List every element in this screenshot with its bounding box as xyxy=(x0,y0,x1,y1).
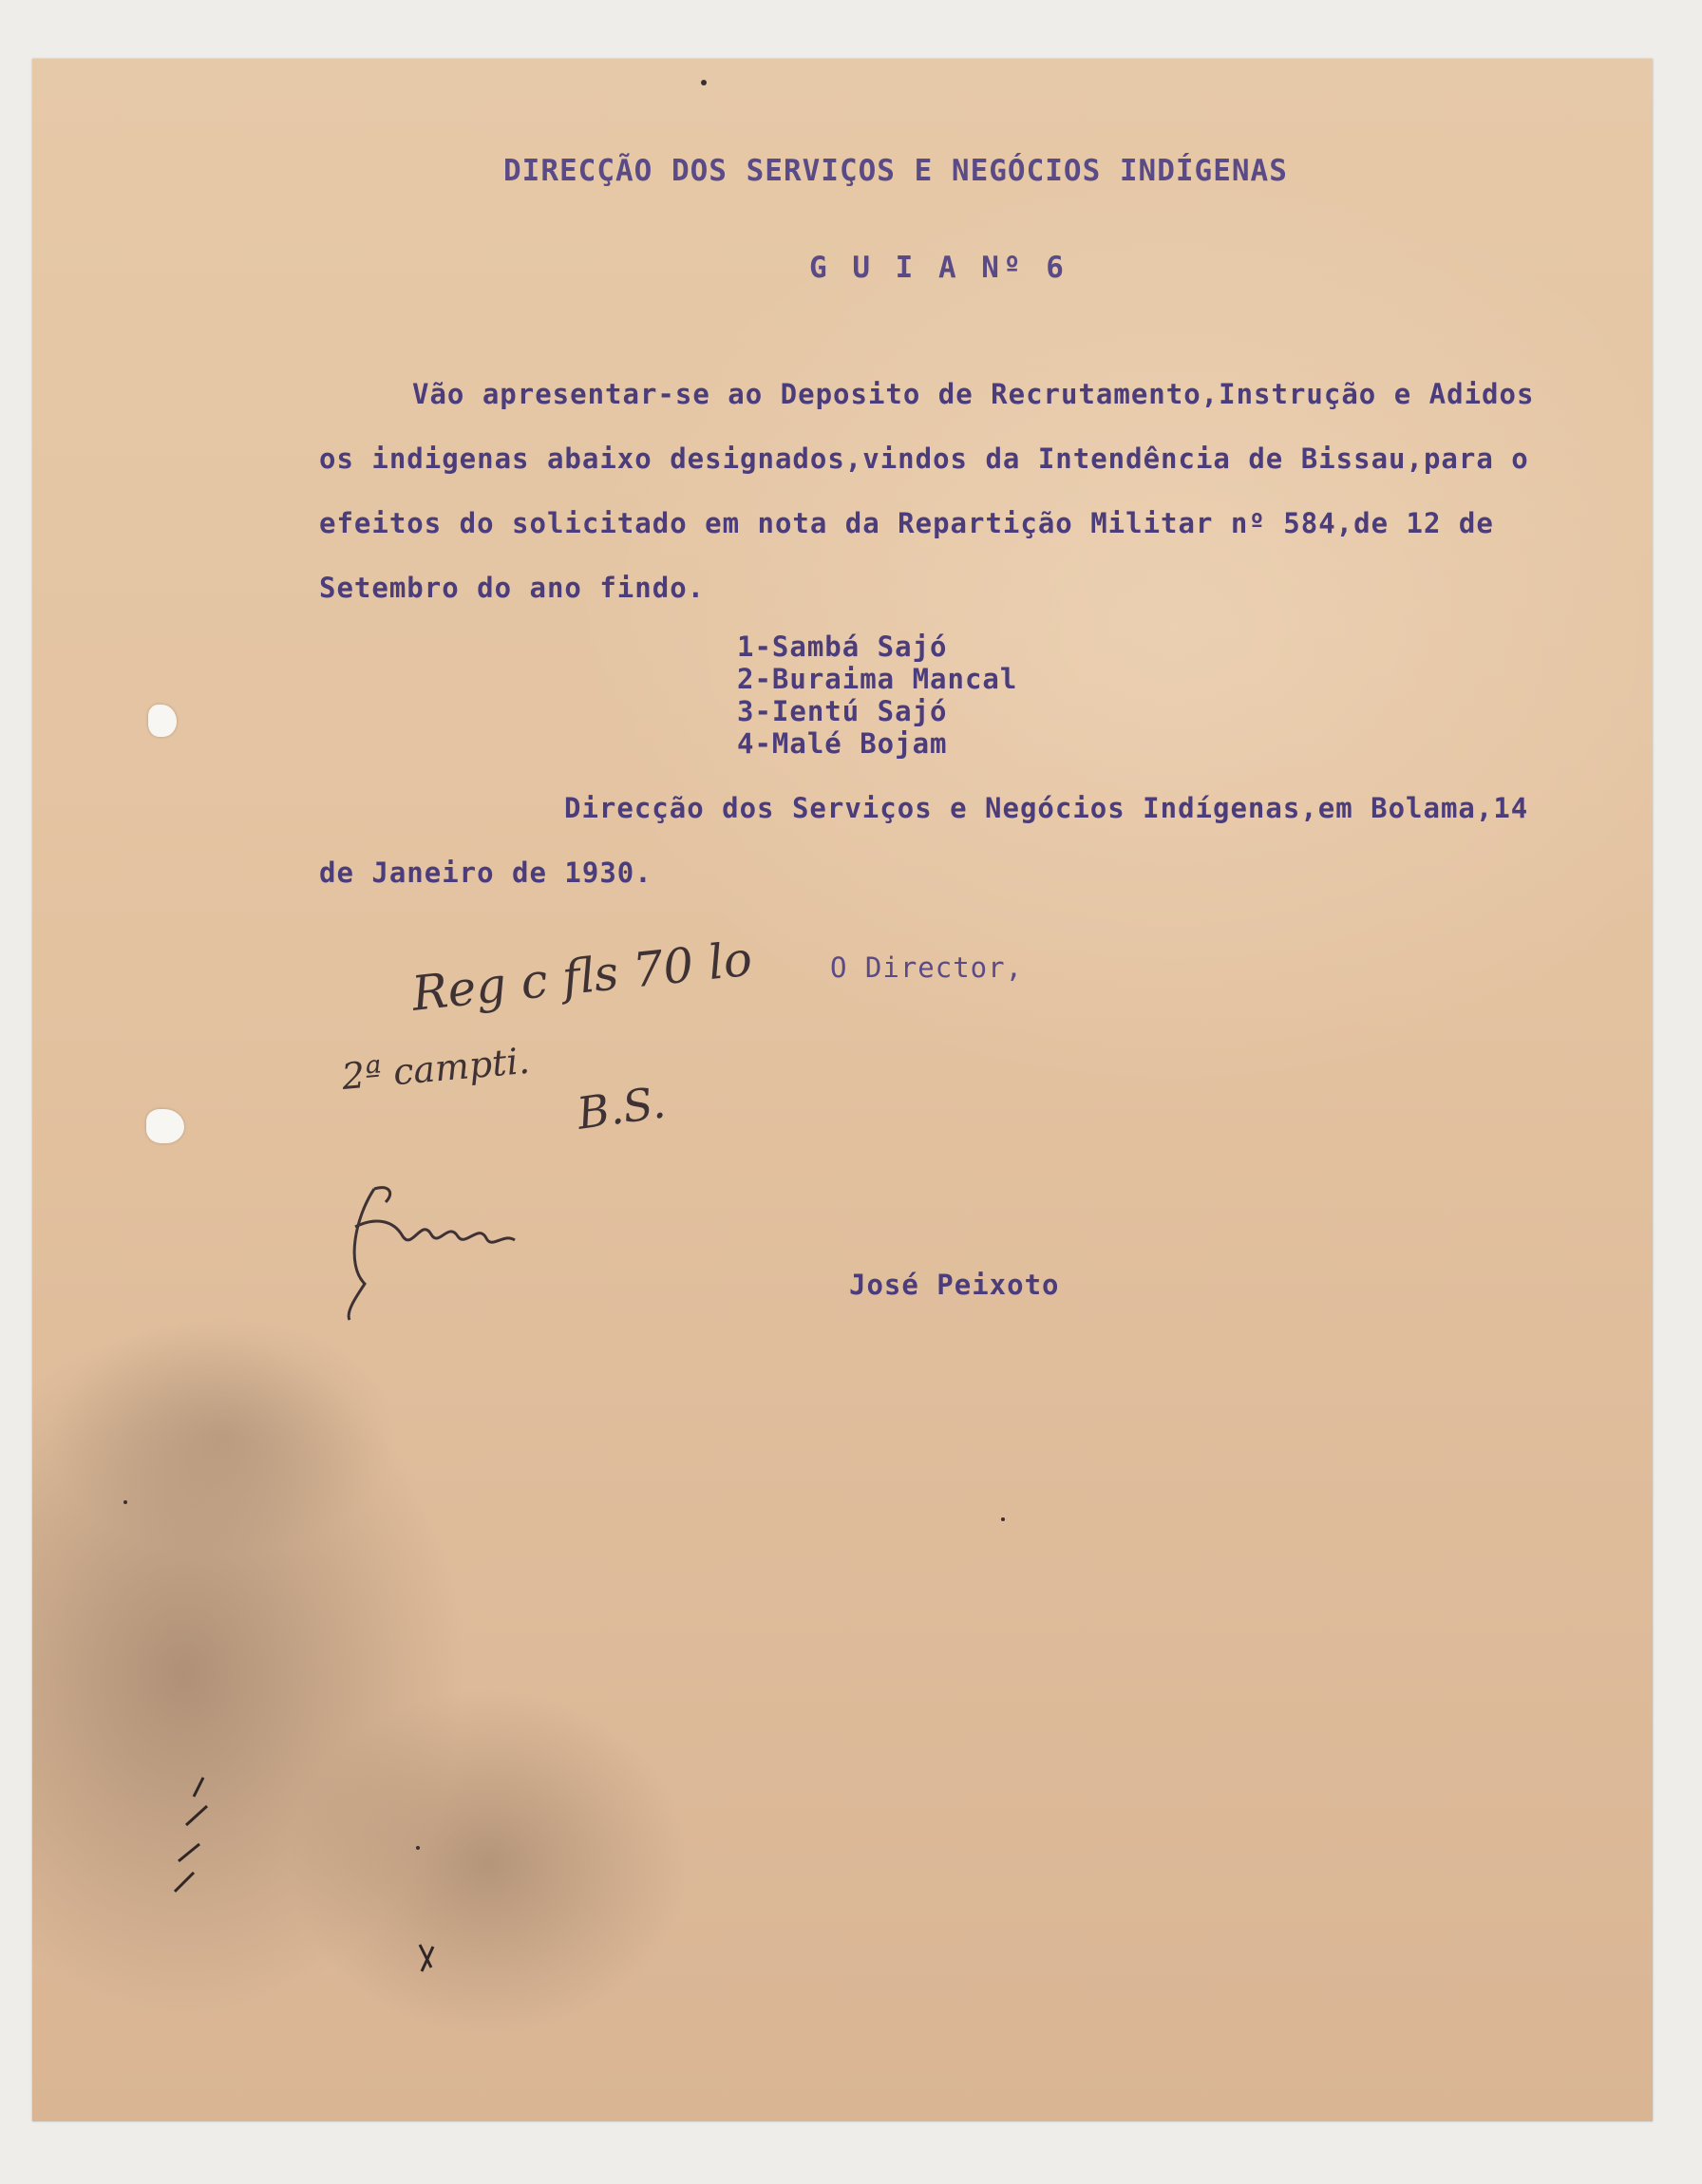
paper-speck xyxy=(416,1846,420,1850)
paper-sheet xyxy=(32,59,1653,2121)
list-item: 4-Malé Bojam xyxy=(737,727,948,760)
punch-hole-bottom xyxy=(146,1109,184,1143)
signoff: O Director, xyxy=(830,951,1024,984)
list-item: 1-Sambá Sajó xyxy=(737,631,948,663)
signatory-name: José Peixoto xyxy=(849,1269,1060,1301)
handwritten-company-note: 2ª campti. xyxy=(340,1039,532,1098)
body-line: os indigenas abaixo designados,vindos da Intendência de Bissau,para o xyxy=(319,442,1529,475)
margin-tick-mark xyxy=(412,1939,441,1977)
handwritten-register-note: Reg c fls 70 lo xyxy=(408,931,755,1022)
closing-line: Direcção dos Serviços e Negócios Indígenas,em Bolama,14 xyxy=(564,792,1529,824)
handwritten-signature-scribble xyxy=(336,1160,545,1322)
paper-speck xyxy=(701,80,707,85)
guide-title: G U I A Nº 6 xyxy=(809,251,1068,285)
closing-line: de Janeiro de 1930. xyxy=(319,857,652,889)
document-heading: DIRECÇÃO DOS SERVIÇOS E NEGÓCIOS INDÍGENAS xyxy=(503,154,1288,188)
body-line: Vão apresentar-se ao Deposito de Recrutamento,Instrução e Adidos xyxy=(412,378,1535,410)
punch-hole-top xyxy=(148,705,177,737)
paper-speck xyxy=(1001,1517,1005,1521)
margin-tear-mark xyxy=(165,1768,222,1920)
body-line: Setembro do ano findo. xyxy=(319,572,706,604)
paper-speck xyxy=(123,1500,127,1504)
body-line: efeitos do solicitado em nota da Repartição Militar nº 584,de 12 de xyxy=(319,507,1494,539)
list-item: 2-Buraima Mancal xyxy=(737,663,1018,695)
handwritten-initials: B.S. xyxy=(574,1076,669,1139)
list-item: 3-Ientú Sajó xyxy=(737,695,948,727)
